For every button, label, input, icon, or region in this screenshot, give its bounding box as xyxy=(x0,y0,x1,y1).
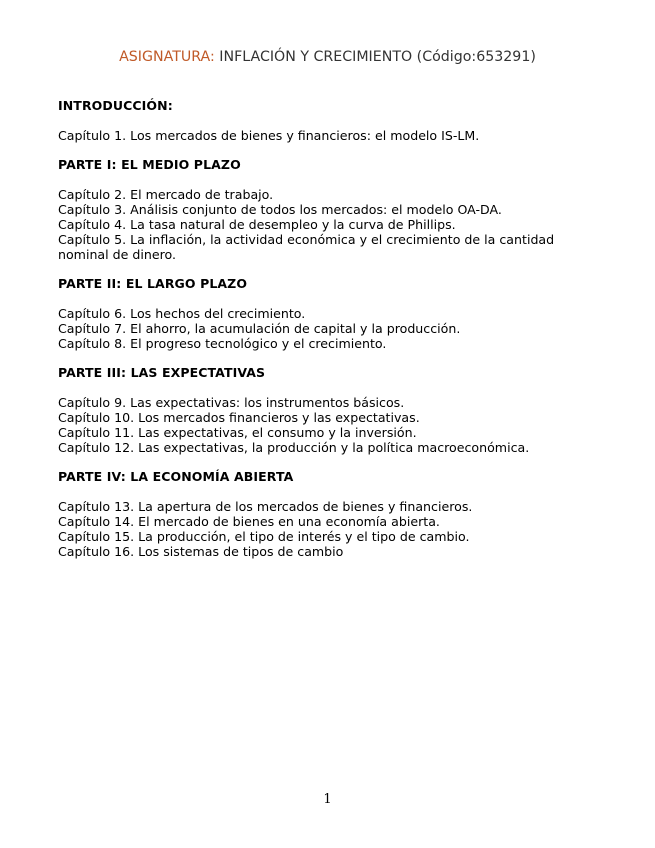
chapter-item: Capítulo 4. La tasa natural de desempleo y la curva de Phillips. xyxy=(58,217,456,232)
course-title: INFLACIÓN Y CRECIMIENTO (Código:653291) xyxy=(219,49,536,65)
chapter-list xyxy=(58,499,578,559)
section-heading: PARTE III: LAS EXPECTATIVAS xyxy=(58,365,266,380)
section-heading: PARTE I: EL MEDIO PLAZO xyxy=(58,157,241,172)
course-label: ASIGNATURA: xyxy=(119,49,215,65)
chapter-item: Capítulo 12. Las expectativas, la producción y la política macroeconómica. xyxy=(58,440,530,455)
chapter-list xyxy=(58,306,578,351)
section-heading: PARTE IV: LA ECONOMÍA ABIERTA xyxy=(58,469,294,484)
section-heading: INTRODUCCIÓN: xyxy=(58,98,173,113)
chapter-item: Capítulo 6. Los hechos del crecimiento. xyxy=(58,306,306,321)
chapter-item: Capítulo 1. Los mercados de bienes y financieros: el modelo IS-LM. xyxy=(58,128,480,143)
chapter-item: Capítulo 7. El ahorro, la acumulación de capital y la producción. xyxy=(58,321,461,336)
chapter-item: Capítulo 16. Los sistemas de tipos de cambio xyxy=(58,544,344,559)
chapter-item: Capítulo 2. El mercado de trabajo. xyxy=(58,187,274,202)
chapter-list xyxy=(58,187,578,262)
chapter-item: Capítulo 15. La producción, el tipo de interés y el tipo de cambio. xyxy=(58,529,470,544)
page-number: 1 xyxy=(323,792,332,807)
chapter-item: Capítulo 13. La apertura de los mercados de bienes y financieros. xyxy=(58,499,473,514)
chapter-item: Capítulo 9. Las expectativas: los instrumentos básicos. xyxy=(58,395,405,410)
chapter-list xyxy=(58,395,578,455)
chapter-item: Capítulo 3. Análisis conjunto de todos los mercados: el modelo OA-DA. xyxy=(58,202,502,217)
course-header xyxy=(0,48,655,66)
chapter-item: Capítulo 10. Los mercados financieros y las expectativas. xyxy=(58,410,420,425)
chapter-item: Capítulo 11. Las expectativas, el consumo y la inversión. xyxy=(58,425,417,440)
chapter-item: Capítulo 8. El progreso tecnológico y el crecimiento. xyxy=(58,336,387,351)
syllabus-content xyxy=(58,98,578,573)
chapter-item: Capítulo 5. La inflación, la actividad económica y el crecimiento de la cantidad nominal de dinero. xyxy=(58,232,555,262)
section-heading: PARTE II: EL LARGO PLAZO xyxy=(58,276,248,291)
chapter-list xyxy=(58,128,578,143)
chapter-item: Capítulo 14. El mercado de bienes en una economía abierta. xyxy=(58,514,440,529)
